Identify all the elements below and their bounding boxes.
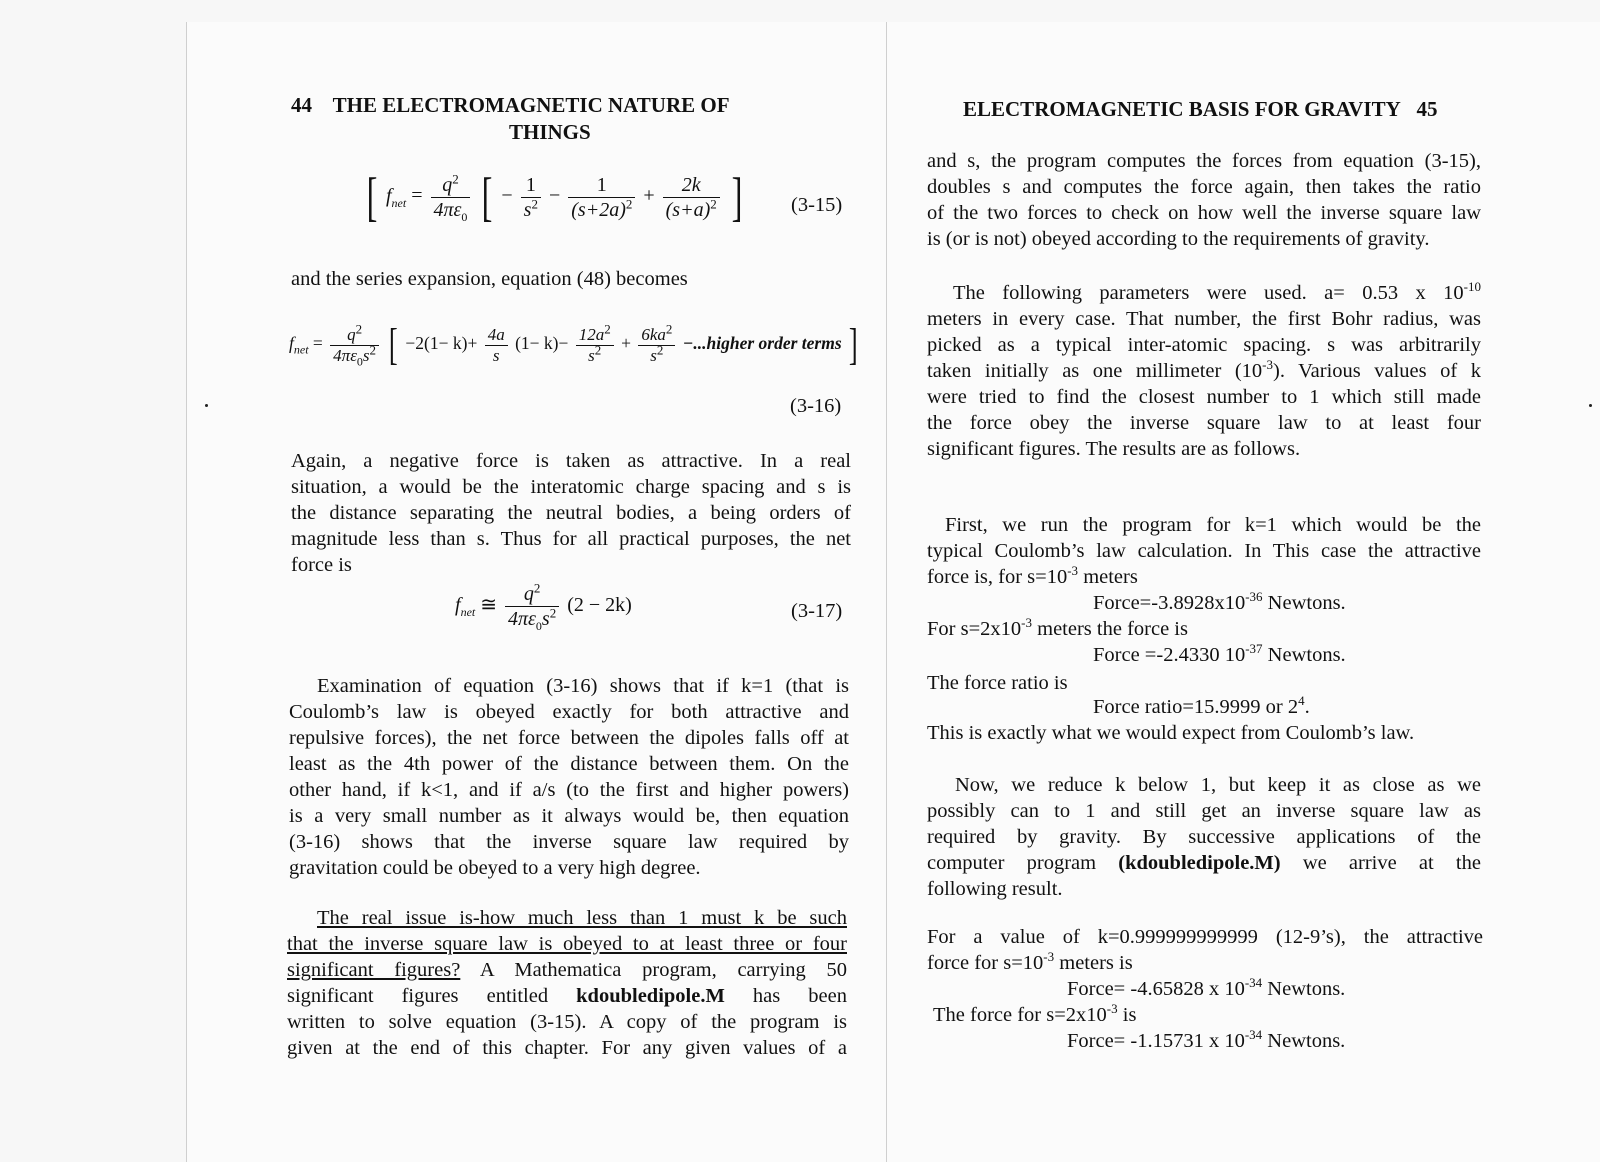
force-ratio-label: The force ratio is	[927, 672, 1068, 694]
para-first-line-1: First, we run the program for k=1 which would be the	[945, 514, 1481, 536]
left-page	[186, 22, 888, 1162]
eq316-bracket-right: ]	[848, 320, 858, 369]
for-s-2x10-3: For $s=2x10^{-3}$ meters the force is	[927, 615, 1188, 640]
program-name-kdoubledipole: kdoubledipole.M	[576, 985, 725, 1007]
margin-dot-left	[205, 404, 208, 407]
force-result-1: $Force=-3.8928x10^{-36}$ Newtons.	[1093, 589, 1346, 614]
bracket-left-outer: [	[366, 167, 378, 227]
left-page-number: 44	[291, 93, 312, 117]
para-issue: that the inverse square law is obeyed to at least three or four significant figures? A Mathematica program, carrying 50 significant figures entitled kdoubledipole.M has been written to solve equation (3-15). A copy of the program is given at the end of this chapter. For any given values of a	[287, 933, 847, 1059]
left-running-title: THE ELECTROMAGNETIC NATURE OF	[332, 93, 730, 117]
force-result-2: Force =-2.4330 $10^{-37}$ Newtons.	[1093, 641, 1346, 666]
left-running-title-2: THINGS	[509, 120, 591, 144]
eq315-equals: =	[411, 184, 423, 207]
right-page	[886, 22, 1600, 1162]
right-page-number: 45	[1416, 97, 1438, 121]
equation-number-3-16: (3-16)	[790, 395, 842, 417]
equation-3-15	[363, 167, 746, 227]
bracket-right-inner: ]	[731, 167, 743, 227]
equation-3-17: $f_{net}$ ≅ $\frac{q^2}{4\pi\varepsilon_0s^2}$ (2 − 2k)	[455, 580, 632, 633]
margin-dot-right	[1589, 404, 1592, 407]
right-running-head	[963, 96, 1473, 123]
force-result-3: Force= -4.65828 x $10^{-34}$ Newtons.	[1067, 975, 1346, 1000]
para-examination-rest: Coulomb’s law is obeyed exactly for both attractive and repulsive forces), the net force between the dipoles falls off at least as the 4th power of the distance between them. On the other hand, if k<1, and if a/s (to the first and higher powers) is a very small number as it always would be, then equation (3-16) shows that the inverse square law required by gravitation could be obeyed to a very high degree.	[289, 701, 849, 879]
eq316-frac-6ka2: $\frac{6ka^2}{s^2}$	[638, 325, 675, 366]
left-running-head	[291, 92, 831, 119]
for-s-2x10-3-second: The force for $s=2x10^{-3}$ is	[933, 1001, 1137, 1026]
para-reduce: possibly can to 1 and still get an inverse square law as required by gravity. By successive applications of the computer program (kdoubledipole.M) we arrive at the following result.	[927, 800, 1481, 900]
eq316-bracket-left: [	[389, 320, 399, 369]
force-result-4: Force= -1.15731 x $10^{-34}$ Newtons.	[1067, 1027, 1346, 1052]
eq315-minus-1: −	[501, 184, 513, 207]
right-running-title: ELECTROMAGNETIC BASIS FOR GRAVITY	[963, 97, 1401, 121]
eq317-fraction: $\frac{q^2}{4\pi\varepsilon_0s^2}$	[505, 582, 559, 631]
eq315-term-2: $\frac{1}{(s+2a)^2}$	[568, 173, 635, 222]
eq316-term-2: (1− k)−	[515, 333, 569, 354]
eq315-term-1: $\frac{1}{s^2}$	[521, 173, 541, 222]
eq315-coefficient: $\frac{q^2}{4\pi\varepsilon_0}$	[431, 173, 471, 222]
para-first: typical Coulomb’s law calculation. In This case the attractive force is, for $s=10^{-3}$ meters	[927, 540, 1481, 588]
equation-number-3-17: (3-17)	[791, 600, 843, 622]
eq316-frac-4a: $\frac{4a}{s}$	[485, 325, 508, 366]
expect-line: This is exactly what we would expect from Coulomb’s law.	[927, 722, 1415, 744]
eq316-coefficient: $\frac{q^2}{4\pi\varepsilon_0s^2}$	[330, 325, 379, 366]
para-series-expansion: and the series expansion, equation (48) becomes	[291, 268, 688, 290]
para-params-line-1: The following parameters were used. a= 0.53 x $10^{-10}$	[953, 279, 1481, 304]
eq316-term-1: −2(1− k)+	[405, 333, 478, 354]
para-and-s: and s, the program computes the forces from equation (3-15), doubles s and computes the force again, then takes the ratio of the two forces to check on how well the inverse square law is (or is not) obeyed according to the requirements of gravity.	[927, 150, 1481, 250]
bracket-left-inner: [	[482, 167, 493, 227]
eq315-minus-2: −	[548, 184, 561, 207]
eq315-lhs: $f_{net}$	[385, 184, 407, 210]
eq317-rhs: (2 − 2k)	[567, 594, 632, 617]
program-name-kdoubledipole-2: (kdoubledipole.M)	[1118, 852, 1281, 874]
para-issue-line-1: The real issue is-how much less than 1 must k be such	[317, 907, 847, 929]
para-again: Again, a negative force is taken as attractive. In a real situation, a would be the interatomic charge spacing and s is the distance separating the neutral bodies, a being orders of magnitude less than s. Thus for all practical purposes, the net force is	[291, 450, 851, 576]
para-params: meters in every case. That number, the first Bohr radius, was picked as a typical inter-atomic spacing. s was arbitrarily taken initially as one millimeter $(10^{-3})$. Various values of k were tried to find the closest number to 1 which still made the force obey the inverse square law to at least four significant figures. The results are as follows.	[927, 308, 1482, 460]
eq315-plus: +	[643, 184, 655, 207]
force-ratio-value: Force ratio=15.9999 or $2^4$.	[1093, 693, 1310, 718]
para-examination: Examination of equation (3-16) shows that if k=1 (that is	[317, 675, 849, 697]
para-reduce-line-1: Now, we reduce k below 1, but keep it as close as we	[955, 774, 1481, 796]
eq316-tail: −...higher order terms	[682, 333, 842, 354]
equation-3-16: $f_{net}$ = $\frac{q^2}{4\pi\varepsilon_0s^2}$ [ −2(1− k)+ $\frac{4a}{s}$ (1− k)− $\frac{12a^2}{s^2}$ + $\frac{6ka^2}{s^2}$ −...higher order terms ]	[289, 318, 861, 372]
equation-number-3-15: (3-15)	[791, 194, 843, 216]
para-value: For a value of k=0.999999999999 (12-9’s), the attractive force for $s=10^{-3}$ meters is	[927, 926, 1483, 974]
eq316-frac-12a2: $\frac{12a^2}{s^2}$	[576, 325, 614, 366]
eq315-term-3: $\frac{2k}{(s+a)^2}$	[663, 173, 720, 222]
